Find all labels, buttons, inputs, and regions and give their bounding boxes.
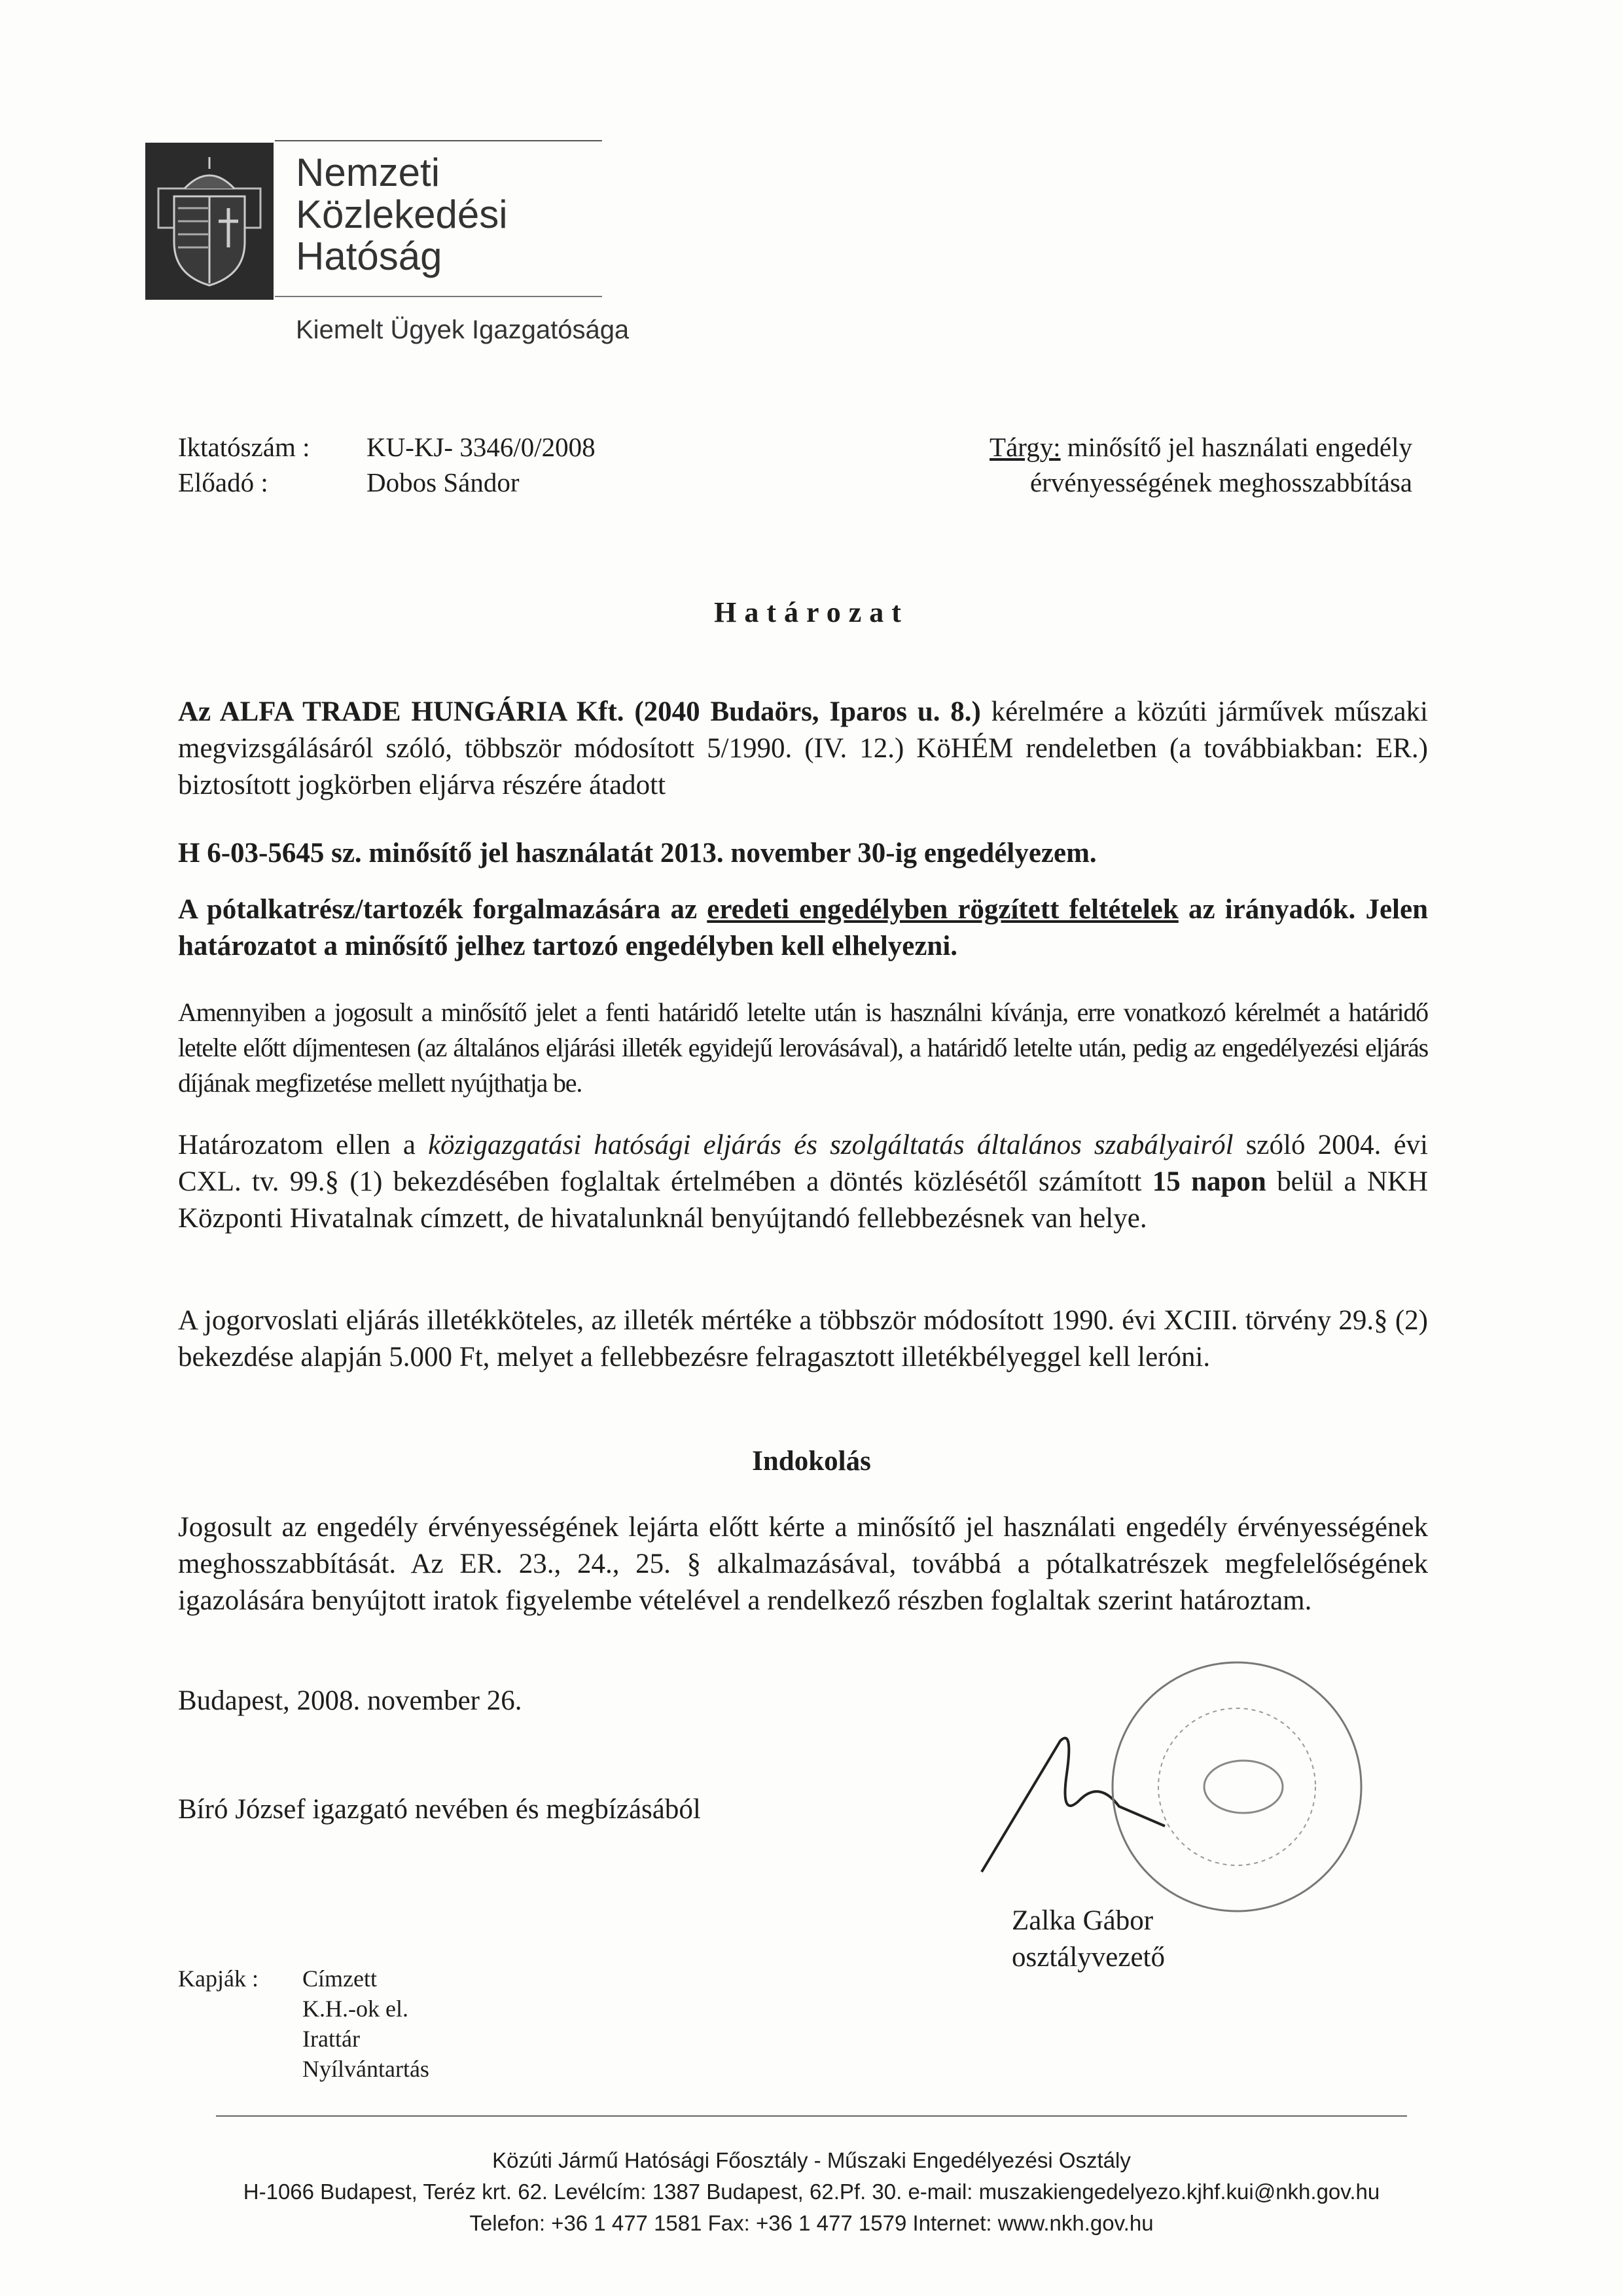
footer-contact: Telefon: +36 1 477 1581 Fax: +36 1 477 1579 Internet: www.nkh.gov.hu — [469, 2211, 1154, 2235]
directorate-name: Kiemelt Ügyek Igazgatósága — [296, 315, 630, 344]
crest-icon — [145, 143, 274, 300]
subject-text-1: minősítő jel használati engedély — [1067, 432, 1412, 462]
subject-line-2: érvényességének meghosszabbítása — [1029, 467, 1412, 497]
appeal-text-b: szóló 2004. évi CXL. tv. 99.§ (1) bekezdésében foglaltak értelmében a döntés közlésétől számított — [178, 1130, 1428, 1197]
recipients-label: Kapják : — [178, 1965, 259, 1992]
footer-department: Közúti Jármű Hatósági Főosztály - Műszaki Engedélyezési Osztály — [492, 2148, 1131, 2172]
recipient-item: K.H.-ok el. — [302, 1996, 408, 2022]
applicant-text: kérelmére a közúti járművek műszaki megvizsgálásáról szóló, többször módosított 5/1990. (IV. 12.) KöHÉM rendeletben (a továbbiakban: ER.) biztosított jogkörben eljárva részére átadott — [178, 696, 1428, 800]
appeal-deadline: 15 napon — [1152, 1166, 1266, 1197]
appeal-paragraph — [178, 1127, 1428, 1237]
permit-decision: H 6-03-5645 sz. minősítő jel használatát 2013. november 30-ig engedélyezem. — [178, 838, 1097, 869]
reference-values — [366, 429, 596, 500]
signer-title: osztályvezető — [1012, 1942, 1166, 1973]
reasoning-title: Indokolás — [752, 1446, 871, 1477]
place-date: Budapest, 2008. november 26. — [178, 1685, 522, 1716]
recipients-list — [302, 1964, 429, 2084]
applicant-paragraph — [178, 694, 1428, 804]
agency-name — [296, 152, 508, 278]
recipient-item: Nyílvántartás — [302, 2056, 429, 2082]
recipient-item: Címzett — [302, 1965, 377, 1992]
appeal-text-a: Határozatom ellen a — [178, 1130, 429, 1160]
agency-name-line-2: Közlekedési — [296, 192, 508, 236]
officer-name: Dobos Sándor — [366, 467, 520, 497]
applicant-name: Az ALFA TRADE HUNGÁRIA Kft. (2040 Budaörs, Iparos u. 8.) — [178, 696, 981, 727]
header-rule-top — [275, 140, 602, 141]
file-number: KU-KJ- 3346/0/2008 — [366, 432, 596, 462]
conditions-text-b: az irányadók. Jelen határozatot a minősítő jelhez tartozó engedélyben kell elhelyezni. — [178, 894, 1428, 961]
fee-paragraph: A jogorvoslati eljárás illetékköteles, az illeték mértéke a többször módosított 1990. évi XCIII. törvény 29.§ (2) bekezdése alapján 5.000 Ft, melyet a fellebbezésre felragasztott illetékbélyeggel kell leróni. — [178, 1305, 1428, 1372]
conditions-underlined: eredeti engedélyben rögzített feltételek — [707, 894, 1179, 925]
on-behalf-line: Bíró József igazgató nevében és megbízásából — [178, 1794, 701, 1825]
subject-line-1 — [990, 429, 1412, 465]
deadline-paragraph: Amennyiben a jogosult a minősítő jelet a fenti határidő letelte után is használni kívánja, erre vonatkozó kérelmét a határidő letelte előtt díjmentesen (az általános eljárási illeték egyidejű lerovásával), a határidő letelte után, pedig az engedélyezési eljárás díjának megfizetése mellett nyújthatja be. — [178, 997, 1428, 1098]
reasoning-paragraph: Jogosult az engedély érvényességének lejárta előtt kérte a minősítő jel használati engedély érvényességének meghosszabbítását. Az ER. 23., 24., 25. § alkalmazásával, továbbá a pótalkatrészek megfelelőségének igazolására benyújtott iratok figyelembe vételével a rendelkező részben foglaltak szerint határoztam. — [178, 1512, 1428, 1616]
coat-of-arms-logo — [145, 143, 274, 300]
header-rule-bottom — [275, 296, 602, 297]
appeal-text-c: belül a NKH Központi Hivatalnak címzett, de hivatalunknál benyújtandó fellebbezésnek van helye. — [178, 1166, 1428, 1234]
conditions-text-a: A pótalkatrész/tartozék forgalmazására az — [178, 894, 707, 925]
file-number-label: Iktatószám : — [178, 432, 310, 462]
agency-name-line-3: Hatóság — [296, 234, 442, 278]
document-title: Határozat — [714, 596, 909, 628]
recipient-item: Irattár — [302, 2026, 360, 2052]
appeal-law-title: közigazgatási hatósági eljárás és szolgáltatás általános szabályairól — [428, 1130, 1234, 1160]
subject-label: Tárgy: — [990, 432, 1061, 462]
footer-rule — [216, 2115, 1407, 2117]
officer-label: Előadó : — [178, 467, 268, 497]
footer-address: H-1066 Budapest, Teréz krt. 62. Levélcím: 1387 Budapest, 62.Pf. 30. e-mail: muszakiengedelyezo.kjhf.kui@nkh.gov.hu — [243, 2179, 1380, 2204]
reference-labels — [178, 429, 310, 500]
conditions-paragraph — [178, 891, 1428, 965]
agency-name-line-1: Nemzeti — [296, 151, 440, 194]
official-stamp — [1099, 1649, 1374, 1924]
subject-block — [990, 429, 1412, 500]
signer-name: Zalka Gábor — [1012, 1905, 1154, 1936]
